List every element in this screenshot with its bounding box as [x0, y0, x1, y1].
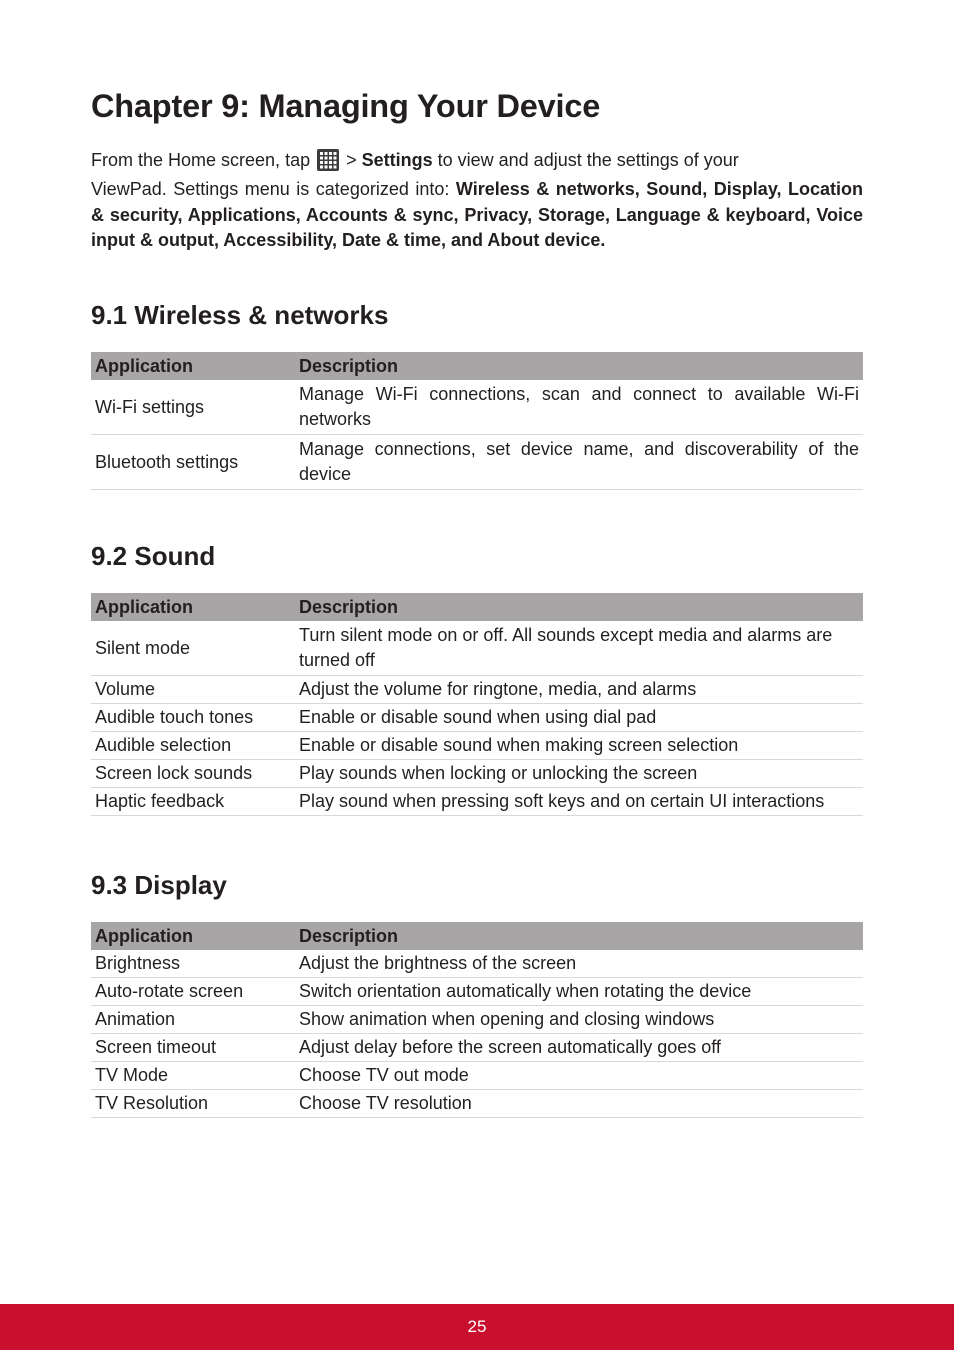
table-row [91, 1090, 863, 1118]
row-application: TV Mode [91, 1062, 295, 1090]
row-description: Enable or disable sound when making screen selection [295, 732, 863, 760]
table-row [91, 1034, 863, 1062]
table-row [91, 380, 863, 435]
header-description: Description [295, 352, 863, 380]
page-footer [0, 1304, 954, 1350]
intro-text: to view and adjust the settings of your [432, 150, 739, 170]
table-row [91, 1062, 863, 1090]
row-description: Switch orientation automatically when rotating the device [295, 978, 863, 1006]
row-application: Volume [91, 676, 295, 704]
row-description: Turn silent mode on or off. All sounds except media and alarms are turned off [295, 621, 863, 676]
header-application: Application [91, 922, 295, 950]
table-row [91, 788, 863, 816]
row-description: Adjust the volume for ringtone, media, and alarms [295, 676, 863, 704]
row-application: Screen timeout [91, 1034, 295, 1062]
table-row [91, 732, 863, 760]
row-application: Auto-rotate screen [91, 978, 295, 1006]
header-application: Application [91, 352, 295, 380]
table-display [91, 922, 863, 1118]
row-application: Bluetooth settings [91, 435, 295, 490]
row-description: Show animation when opening and closing windows [295, 1006, 863, 1034]
header-description: Description [295, 922, 863, 950]
intro-line-1 [91, 148, 739, 172]
row-description: Manage Wi-Fi connections, scan and connect to available Wi-Fi networks [295, 380, 863, 435]
table-row [91, 1006, 863, 1034]
apps-grid-icon [317, 149, 339, 171]
section-title-display: 9.3 Display [91, 870, 227, 900]
row-application: Brightness [91, 950, 295, 978]
row-application: Haptic feedback [91, 788, 295, 816]
table-row [91, 760, 863, 788]
table-wireless [91, 352, 863, 490]
row-application: Silent mode [91, 621, 295, 676]
table-header-row [91, 352, 863, 380]
row-application: Animation [91, 1006, 295, 1034]
row-description: Adjust delay before the screen automatically goes off [295, 1034, 863, 1062]
intro-text: From the Home screen, tap [91, 150, 316, 170]
table-header-row [91, 593, 863, 621]
section-title-wireless: 9.1 Wireless & networks [91, 300, 389, 330]
row-application: TV Resolution [91, 1090, 295, 1118]
table-header-row [91, 922, 863, 950]
row-description: Adjust the brightness of the screen [295, 950, 863, 978]
intro-text: ViewPad. Settings menu is categorized into: [91, 179, 456, 199]
table-row [91, 950, 863, 978]
row-description: Play sounds when locking or unlocking the screen [295, 760, 863, 788]
row-application: Audible touch tones [91, 704, 295, 732]
row-description: Play sound when pressing soft keys and on certain UI interactions [295, 788, 863, 816]
header-description: Description [295, 593, 863, 621]
header-application: Application [91, 593, 295, 621]
intro-line-2 [91, 177, 863, 254]
table-row [91, 978, 863, 1006]
settings-categories: Wireless & networks, Sound, Display, Location & security, Applications, Accounts & sync, Privacy, Storage, Language & keyboard, Voice input & output, Accessibility, Date & time, and About device. [91, 179, 863, 250]
row-application: Screen lock sounds [91, 760, 295, 788]
page-number: 25 [467, 1317, 487, 1336]
row-description: Choose TV out mode [295, 1062, 863, 1090]
table-row [91, 621, 863, 676]
table-row [91, 676, 863, 704]
settings-keyword: Settings [361, 150, 433, 170]
row-application: Audible selection [91, 732, 295, 760]
intro-text: > [341, 150, 362, 170]
table-sound [91, 593, 863, 816]
row-description: Manage connections, set device name, and discoverability of the device [295, 435, 863, 490]
table-row [91, 704, 863, 732]
table-row [91, 435, 863, 490]
row-description: Choose TV resolution [295, 1090, 863, 1118]
section-title-sound: 9.2 Sound [91, 541, 216, 571]
row-description: Enable or disable sound when using dial pad [295, 704, 863, 732]
chapter-title: Chapter 9: Managing Your Device [91, 88, 601, 124]
row-application: Wi-Fi settings [91, 380, 295, 435]
